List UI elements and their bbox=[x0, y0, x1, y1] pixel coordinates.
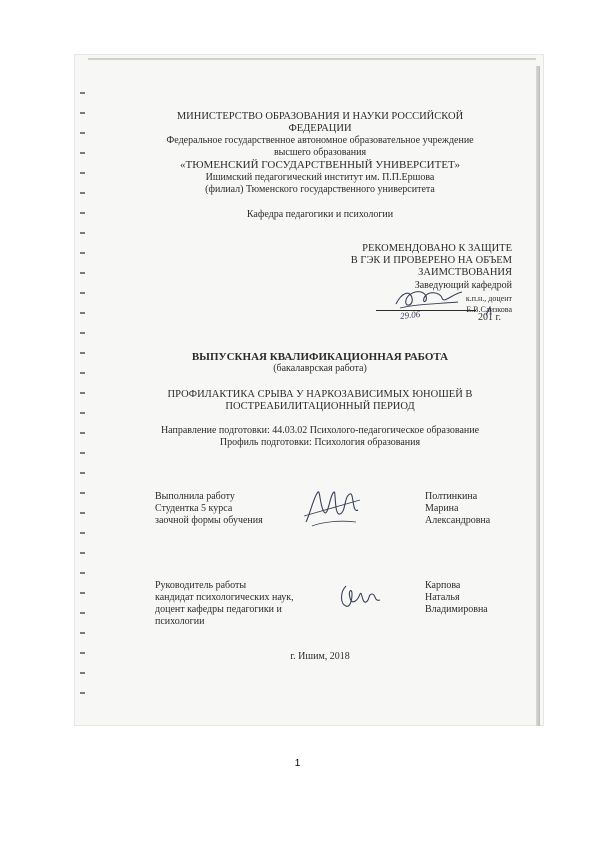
date-underline bbox=[376, 310, 476, 311]
institute-line-2: (филиал) Тюменского государственного университета bbox=[205, 184, 435, 195]
binder-mark bbox=[80, 272, 85, 274]
binder-mark bbox=[80, 692, 85, 694]
author-signature-image bbox=[300, 486, 364, 532]
approval-head-title: Заведующий кафедрой bbox=[414, 280, 512, 291]
author-surname: Полтинкина bbox=[425, 491, 478, 502]
handwritten-date: 29.06 bbox=[399, 308, 421, 322]
binder-mark bbox=[80, 452, 85, 454]
institution-line-1: Федеральное государственное автономное образовательное учреждение bbox=[166, 135, 474, 146]
study-profile: Профиль подготовки: Психология образования bbox=[219, 437, 421, 448]
work-type-subtitle: (бакалаврская работа) bbox=[273, 363, 367, 374]
scan-edge-top bbox=[88, 58, 536, 60]
binder-mark bbox=[80, 672, 85, 674]
binder-mark bbox=[80, 632, 85, 634]
institute-line-1: Ишимский педагогический институт им. П.П.Ершова bbox=[205, 172, 435, 183]
binder-mark bbox=[80, 432, 85, 434]
binder-mark bbox=[80, 352, 85, 354]
supervisor-role-3: доцент кафедры педагогики и bbox=[155, 604, 282, 615]
approval-line-3: ЗАИМСТВОВАНИЯ bbox=[418, 267, 512, 278]
approval-line-2: В ГЭК И ПРОВЕРЕНО НА ОБЪЕМ bbox=[350, 255, 512, 266]
binder-mark bbox=[80, 332, 85, 334]
binder-mark bbox=[80, 492, 85, 494]
binder-mark bbox=[80, 292, 85, 294]
binder-mark bbox=[80, 572, 85, 574]
ministry-line-1: МИНИСТЕРСТВО ОБРАЗОВАНИЯ И НАУКИ РОССИЙСКОЙ bbox=[176, 111, 464, 122]
work-type-title: ВЫПУСКНАЯ КВАЛИФИКАЦИОННАЯ РАБОТА bbox=[191, 351, 449, 363]
binder-mark bbox=[80, 652, 85, 654]
binder-mark bbox=[80, 472, 85, 474]
binder-mark bbox=[80, 392, 85, 394]
binder-mark bbox=[80, 372, 85, 374]
approval-line-1: РЕКОМЕНДОВАНО К ЗАЩИТЕ bbox=[362, 243, 512, 254]
binder-mark bbox=[80, 192, 85, 194]
supervisor-role-2: кандидат психологических наук, bbox=[155, 592, 294, 603]
author-role-3: заочной формы обучения bbox=[155, 515, 263, 526]
binder-mark bbox=[80, 412, 85, 414]
approval-degree: к.п.н., доцент bbox=[465, 294, 512, 303]
binder-mark bbox=[80, 172, 85, 174]
supervisor-surname: Карпова bbox=[425, 580, 461, 591]
approval-year: 201 г. bbox=[478, 312, 501, 323]
supervisor-role-4: психологии bbox=[155, 616, 205, 627]
ministry-line-2: ФЕДЕРАЦИИ bbox=[288, 123, 352, 134]
author-first-name: Марина bbox=[425, 503, 459, 514]
author-patronymic: Александровна bbox=[425, 515, 491, 526]
supervisor-role-1: Руководитель работы bbox=[155, 580, 247, 591]
binder-mark bbox=[80, 92, 85, 94]
binder-mark bbox=[80, 512, 85, 514]
binder-mark bbox=[80, 212, 85, 214]
binder-mark bbox=[80, 112, 85, 114]
institution-line-2: высшего образования bbox=[273, 147, 367, 158]
binder-mark bbox=[80, 312, 85, 314]
page-number: 1 bbox=[294, 758, 301, 769]
topic-line-2: ПОСТРЕАБИЛИТАЦИОННЫЙ ПЕРИОД bbox=[225, 401, 415, 412]
binder-mark bbox=[80, 592, 85, 594]
handwritten-year-digit bbox=[484, 306, 496, 316]
binder-mark bbox=[80, 552, 85, 554]
supervisor-patronymic: Владимировна bbox=[425, 604, 488, 615]
city-year: г. Ишим, 2018 bbox=[290, 651, 350, 662]
author-role-1: Выполнила работу bbox=[155, 491, 235, 502]
supervisor-first-name: Наталья bbox=[425, 592, 460, 603]
author-role-2: Студентка 5 курса bbox=[155, 503, 233, 514]
binder-mark bbox=[80, 612, 85, 614]
topic-line-1: ПРОФИЛАКТИКА СРЫВА У НАРКОЗАВИСИМЫХ ЮНОШЕЙ В bbox=[167, 389, 473, 400]
approval-head-name: Е.В.Слизкова bbox=[466, 305, 512, 314]
binder-mark bbox=[80, 252, 85, 254]
university-name: «ТЮМЕНСКИЙ ГОСУДАРСТВЕННЫЙ УНИВЕРСИТЕТ» bbox=[180, 159, 460, 171]
binder-mark bbox=[80, 232, 85, 234]
binder-mark bbox=[80, 152, 85, 154]
binder-mark bbox=[80, 532, 85, 534]
supervisor-signature-image bbox=[336, 580, 386, 614]
department: Кафедра педагогики и психологии bbox=[246, 209, 394, 220]
binder-mark bbox=[80, 132, 85, 134]
study-direction: Направление подготовки: 44.03.02 Психолого-педагогическое образование bbox=[160, 425, 480, 436]
